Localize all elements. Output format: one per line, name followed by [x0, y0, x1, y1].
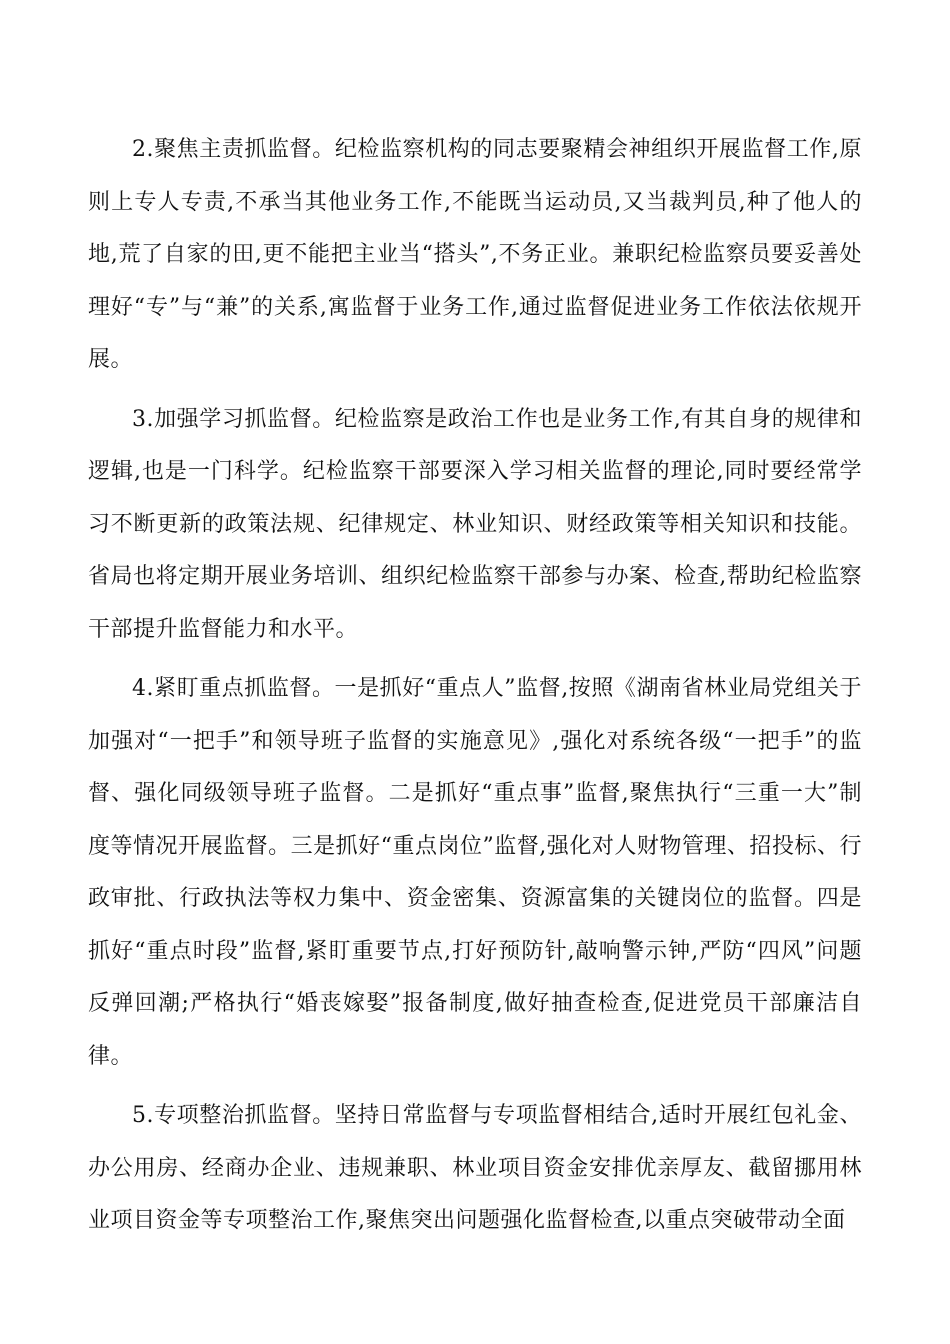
- document-body: [88, 124, 862, 1248]
- paragraph-strengthen-learning: 3.加强学习抓监督。纪检监察是政治工作也是业务工作,有其自身的规律和逻辑,也是一门科学。纪检监察干部要深入学习相关监督的理论,同时要经常学习不断更新的政策法规、纪律规定、林业知识、财经政策等相关知识和技能。省局也将定期开展业务培训、组织纪检监察干部参与办案、检查,帮助纪检监察干部提升监督能力和水平。: [88, 406, 862, 642]
- paragraph-key-points-supervision: 4.紧盯重点抓监督。一是抓好“重点人”监督,按照《湖南省林业局党组关于加强对“一把手”和领导班子监督的实施意见》,强化对系统各级“一把手”的监督、强化同级领导班子监督。二是抓好“重点事”监督,聚焦执行“三重一大”制度等情况开展监督。三是抓好“重点岗位”监督,强化对人财物管理、招投标、行政审批、行政执法等权力集中、资金密集、资源富集的关键岗位的监督。四是抓好“重点时段”监督,紧盯重要节点,打好预防针,敲响警示钟,严防“四风”问题反弹回潮;严格执行“婚丧嫁娶”报备制度,做好抽查检查,促进党员干部廉洁自律。: [88, 676, 862, 1069]
- paragraph-focus-main-duty: 2.聚焦主责抓监督。纪检监察机构的同志要聚精会神组织开展监督工作,原则上专人专责,不承当其他业务工作,不能既当运动员,又当裁判员,种了他人的地,荒了自家的田,更不能把主业当“搭头”,不务正业。兼职纪检监察员要妥善处理好“专”与“兼”的关系,寓监督于业务工作,通过监督促进业务工作依法依规开展。: [88, 137, 862, 372]
- paragraph-special-rectification: 5.专项整治抓监督。坚持日常监督与专项监督相结合,适时开展红包礼金、办公用房、经商办企业、违规兼职、林业项目资金安排优亲厚友、截留挪用林业项目资金等专项整治工作,聚焦突出问题强化监督检查,以重点突破带动全面: [88, 1103, 862, 1233]
